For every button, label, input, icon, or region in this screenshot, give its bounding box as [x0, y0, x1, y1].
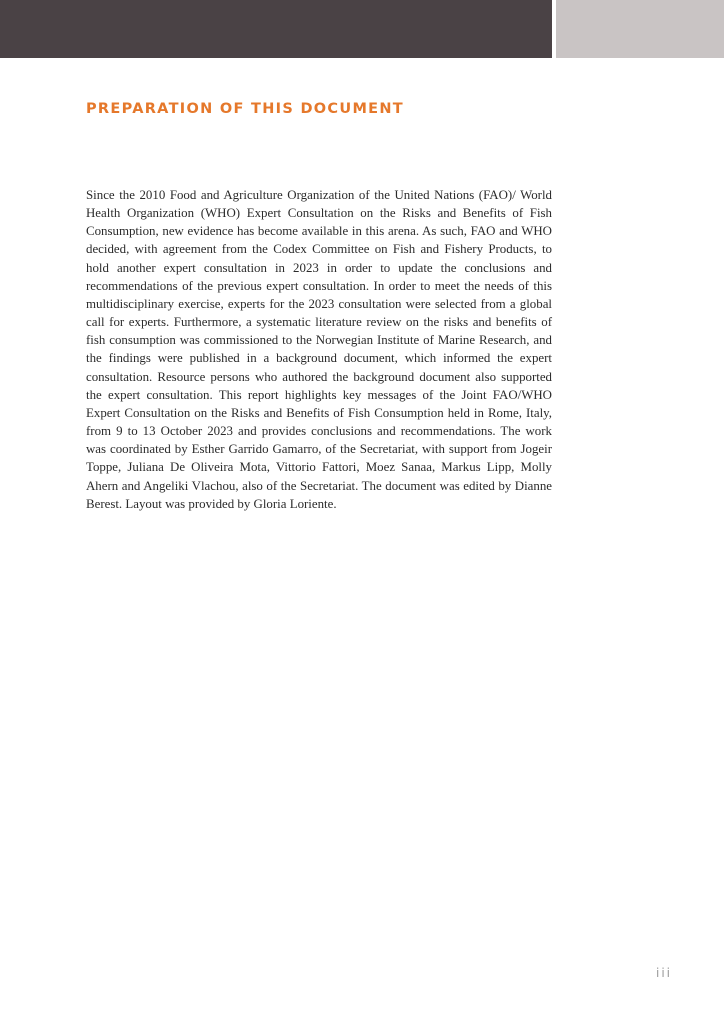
section-title: PREPARATION OF THIS DOCUMENT: [86, 101, 405, 117]
header-band-dark: [0, 0, 552, 58]
section-body-paragraph: Since the 2010 Food and Agriculture Organization of the United Nations (FAO)/ World Health Organization (WHO) Expert Consultation on the Risks and Benefits of Fish Consumption, new evidence has become available in this arena. As such, FAO and WHO decided, with agreement from the Codex Committee on Fish and Fishery Products, to hold another expert consultation in 2023 in order to update the conclusions and recommendations of the previous expert consultation. In order to meet the needs of this multidisciplinary exercise, experts for the 2023 consultation were selected from a global call for experts. Furthermore, a systematic literature review on the risks and benefits of fish consumption was commissioned to the Norwegian Institute of Marine Research, and the findings were published in a background document, which informed the expert consultation. Resource persons who authored the background document also supported the expert consultation. This report highlights key messages of the Joint FAO/WHO Expert Consultation on the Risks and Benefits of Fish Consumption held in Rome, Italy, from 9 to 13 October 2023 and provides conclusions and recommendations. The work was coordinated by Esther Garrido Gamarro, of the Secretariat, with support from Jogeir Toppe, Juliana De Oliveira Mota, Vittorio Fattori, Moez Sanaa, Markus Lipp, Molly Ahern and Angeliki Vlachou, also of the Secretariat. The document was edited by Dianne Berest. Layout was provided by Gloria Loriente.: [86, 188, 552, 511]
header-band-light: [556, 0, 724, 58]
page-number: iii: [655, 966, 672, 980]
